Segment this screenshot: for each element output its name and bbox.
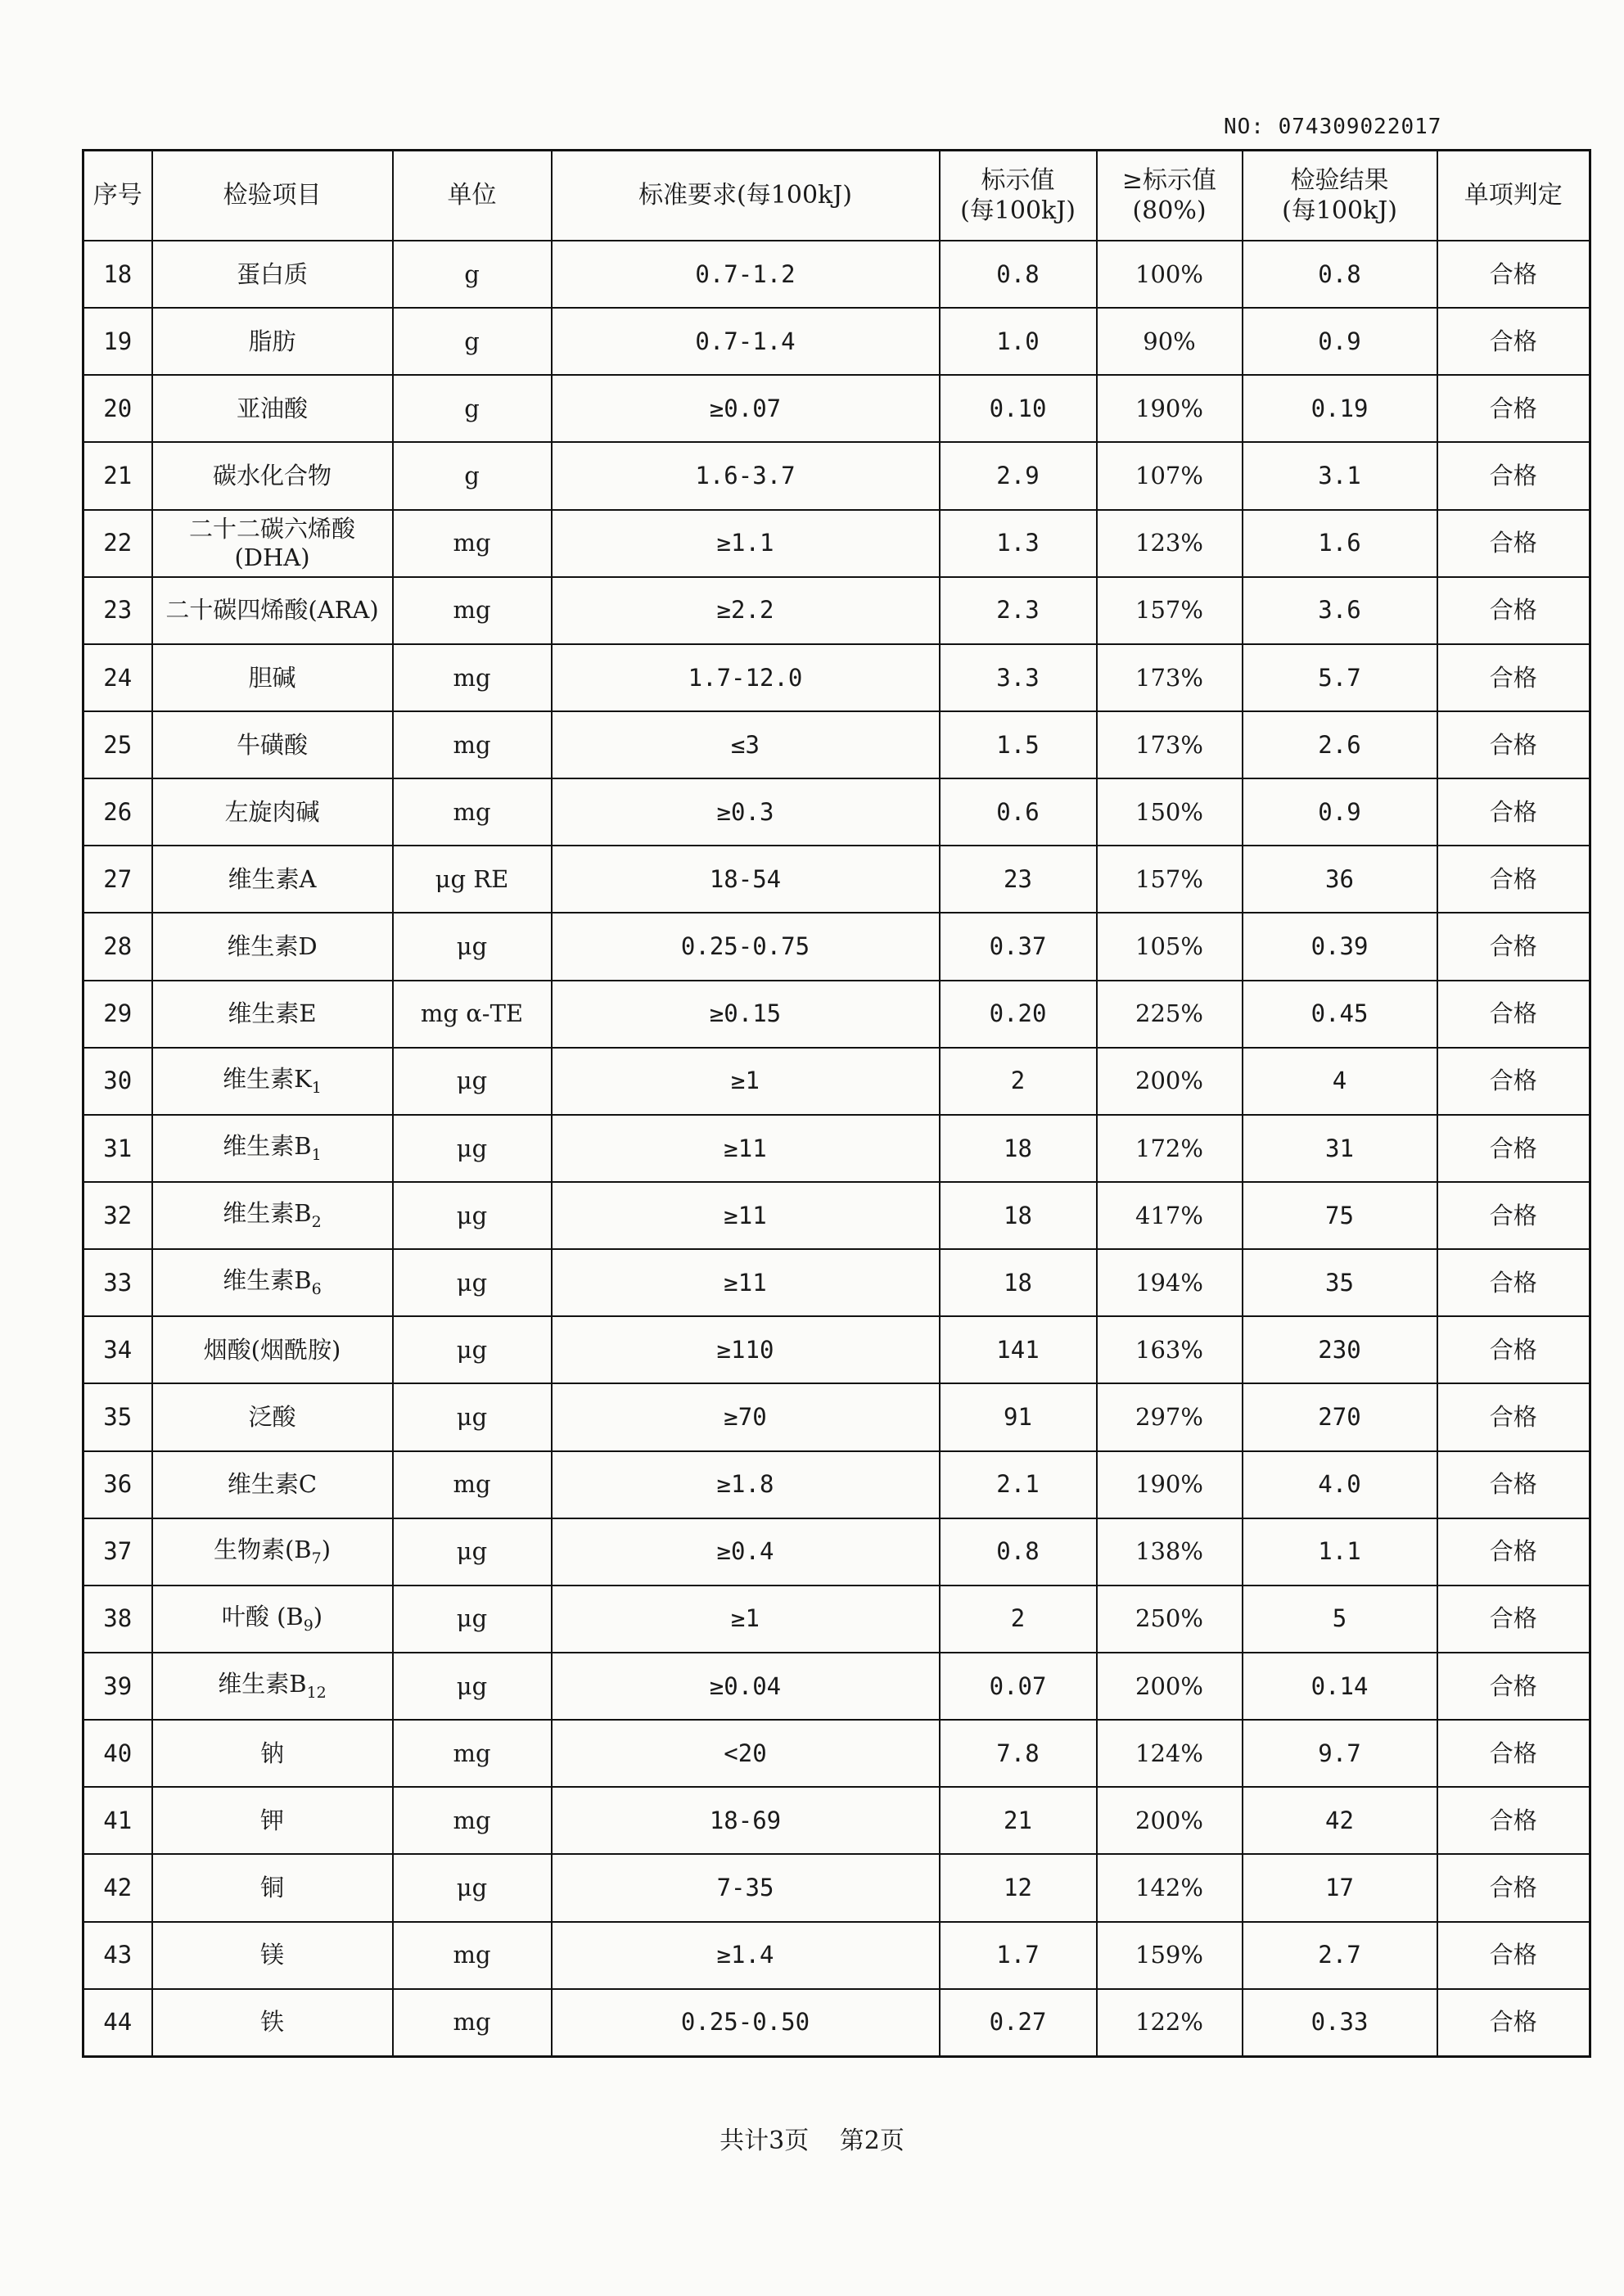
cell-result: 3.1: [1243, 442, 1437, 509]
table-row: [83, 778, 1590, 846]
cell-judgement: 合格: [1437, 644, 1590, 711]
cell-label-value: 12: [940, 1854, 1097, 1921]
table-row: [83, 913, 1590, 980]
cell-label-value: 18: [940, 1115, 1097, 1182]
cell-seq: 40: [83, 1720, 152, 1787]
cell-unit: mg: [393, 1922, 552, 1989]
table-row: [83, 308, 1590, 375]
cell-standard: ≥1: [552, 1048, 940, 1115]
cell-judgement: 合格: [1437, 1653, 1590, 1720]
table-row: [83, 1451, 1590, 1518]
cell-seq: 32: [83, 1182, 152, 1249]
cell-seq: 38: [83, 1586, 152, 1653]
cell-result: 0.45: [1243, 981, 1437, 1048]
cell-seq: 28: [83, 913, 152, 980]
cell-standard: <20: [552, 1720, 940, 1787]
cell-item: [152, 577, 393, 644]
cell-ge-label: 172%: [1097, 1115, 1243, 1182]
cell-unit: μg: [393, 1383, 552, 1450]
cell-label-value: 2.3: [940, 577, 1097, 644]
cell-seq: 25: [83, 711, 152, 778]
header-judgement: 单项判定: [1437, 151, 1590, 241]
item-name: 镁: [259, 1941, 284, 1969]
cell-unit: mg: [393, 1989, 552, 2057]
cell-judgement: 合格: [1437, 1182, 1590, 1249]
cell-ge-label: 107%: [1097, 442, 1243, 509]
item-subscript: 9: [303, 1616, 314, 1635]
cell-result: 5.7: [1243, 644, 1437, 711]
total-pages: 共计3页: [720, 2127, 810, 2155]
cell-seq: 34: [83, 1316, 152, 1383]
header-unit: 单位: [393, 151, 552, 241]
cell-judgement: 合格: [1437, 1249, 1590, 1316]
cell-result: 3.6: [1243, 577, 1437, 644]
cell-item: [152, 846, 393, 913]
cell-result: 0.39: [1243, 913, 1437, 980]
item-name: 铁: [259, 2008, 284, 2037]
cell-judgement: 合格: [1437, 577, 1590, 644]
item-name: 维生素B: [223, 1266, 312, 1295]
cell-seq: 27: [83, 846, 152, 913]
cell-label-value: 0.37: [940, 913, 1097, 980]
cell-standard: 7-35: [552, 1854, 940, 1921]
cell-item: [152, 1182, 393, 1249]
cell-unit: μg: [393, 1854, 552, 1921]
cell-judgement: 合格: [1437, 1586, 1590, 1653]
cell-label-value: 2.1: [940, 1451, 1097, 1518]
item-name: 维生素E: [228, 999, 317, 1028]
cell-standard: ≥0.4: [552, 1518, 940, 1586]
cell-standard: ≥0.07: [552, 375, 940, 442]
report-number: NO: 074309022017: [1224, 115, 1442, 139]
cell-item: [152, 1316, 393, 1383]
cell-ge-label: 90%: [1097, 308, 1243, 375]
cell-result: 5: [1243, 1586, 1437, 1653]
cell-item: [152, 1854, 393, 1921]
cell-label-value: 21: [940, 1787, 1097, 1854]
cell-ge-label: 200%: [1097, 1048, 1243, 1115]
item-name: 钾: [259, 1806, 284, 1834]
cell-ge-label: 122%: [1097, 1989, 1243, 2057]
cell-item: [152, 1720, 393, 1787]
item-suffix: ): [313, 1603, 323, 1631]
cell-standard: 0.25-0.75: [552, 913, 940, 980]
cell-result: 36: [1243, 846, 1437, 913]
item-name: 牛磺酸: [236, 730, 308, 759]
item-name: 二十二碳六烯酸: [188, 514, 355, 543]
current-page: 第2页: [839, 2127, 904, 2155]
cell-ge-label: 173%: [1097, 644, 1243, 711]
item-name: 生物素(B: [213, 1535, 312, 1563]
cell-unit: μg: [393, 1586, 552, 1653]
cell-item: [152, 375, 393, 442]
cell-seq: 22: [83, 510, 152, 577]
cell-unit: mg: [393, 778, 552, 846]
cell-item: [152, 1586, 393, 1653]
cell-standard: ≥11: [552, 1249, 940, 1316]
cell-standard: ≥0.3: [552, 778, 940, 846]
cell-judgement: 合格: [1437, 1048, 1590, 1115]
cell-item: [152, 510, 393, 577]
item-name: 碳水化合物: [212, 462, 332, 490]
item-name: 左旋肉碱: [224, 797, 320, 826]
item-name: 泛酸: [248, 1403, 296, 1432]
cell-judgement: 合格: [1437, 778, 1590, 846]
cell-item: [152, 1451, 393, 1518]
cell-ge-label: 190%: [1097, 1451, 1243, 1518]
cell-label-value: 2.9: [940, 442, 1097, 509]
cell-judgement: 合格: [1437, 981, 1590, 1048]
item-name: 钠: [259, 1739, 284, 1767]
item-name-second-line: (DHA): [234, 543, 310, 571]
cell-label-value: 2: [940, 1048, 1097, 1115]
cell-unit: μg: [393, 1249, 552, 1316]
item-name: 维生素B: [218, 1670, 307, 1698]
cell-standard: ≥11: [552, 1182, 940, 1249]
cell-standard: ≥70: [552, 1383, 940, 1450]
cell-result: 0.19: [1243, 375, 1437, 442]
page-footer: [0, 2120, 1624, 2156]
table-row: [83, 1115, 1590, 1182]
cell-unit: μg: [393, 1518, 552, 1586]
cell-item: [152, 241, 393, 308]
cell-judgement: 合格: [1437, 711, 1590, 778]
cell-label-value: 141: [940, 1316, 1097, 1383]
table-row: [83, 442, 1590, 509]
cell-standard: ≥1.4: [552, 1922, 940, 1989]
cell-item: [152, 711, 393, 778]
table-row: [83, 510, 1590, 577]
table-row: [83, 1316, 1590, 1383]
cell-judgement: 合格: [1437, 442, 1590, 509]
cell-unit: g: [393, 308, 552, 375]
cell-unit: mg: [393, 1787, 552, 1854]
header-ge-label: ≥标示值 (80%): [1097, 151, 1243, 241]
table-row: [83, 241, 1590, 308]
item-subscript: 12: [306, 1684, 327, 1703]
cell-ge-label: 159%: [1097, 1922, 1243, 1989]
cell-label-value: 0.27: [940, 1989, 1097, 2057]
cell-ge-label: 100%: [1097, 241, 1243, 308]
table-row: [83, 1048, 1590, 1115]
cell-result: 0.9: [1243, 778, 1437, 846]
cell-ge-label: 157%: [1097, 577, 1243, 644]
item-suffix: ): [321, 1535, 332, 1563]
cell-standard: ≤3: [552, 711, 940, 778]
cell-result: 0.9: [1243, 308, 1437, 375]
cell-label-value: 1.0: [940, 308, 1097, 375]
cell-item: [152, 644, 393, 711]
cell-judgement: 合格: [1437, 1383, 1590, 1450]
item-name: 二十碳四烯酸(ARA): [165, 596, 379, 625]
cell-seq: 35: [83, 1383, 152, 1450]
cell-judgement: 合格: [1437, 1787, 1590, 1854]
cell-label-value: 0.8: [940, 1518, 1097, 1586]
cell-seq: 37: [83, 1518, 152, 1586]
cell-judgement: 合格: [1437, 1720, 1590, 1787]
cell-seq: 36: [83, 1451, 152, 1518]
cell-unit: μg: [393, 1653, 552, 1720]
item-name: 维生素A: [228, 864, 317, 893]
cell-judgement: 合格: [1437, 846, 1590, 913]
cell-unit: μg: [393, 1316, 552, 1383]
item-subscript: 1: [311, 1145, 322, 1164]
cell-seq: 44: [83, 1989, 152, 2057]
cell-ge-label: 157%: [1097, 846, 1243, 913]
table-row: [83, 846, 1590, 913]
cell-seq: 43: [83, 1922, 152, 1989]
cell-standard: ≥1.1: [552, 510, 940, 577]
cell-standard: 0.25-0.50: [552, 1989, 940, 2057]
cell-unit: mg: [393, 510, 552, 577]
item-name: 铜: [259, 1874, 284, 1902]
cell-ge-label: 105%: [1097, 913, 1243, 980]
cell-ge-label: 225%: [1097, 981, 1243, 1048]
cell-ge-label: 190%: [1097, 375, 1243, 442]
cell-ge-label: 250%: [1097, 1586, 1243, 1653]
item-subscript: 7: [311, 1549, 322, 1568]
cell-result: 4: [1243, 1048, 1437, 1115]
cell-item: [152, 1787, 393, 1854]
table-row: [83, 1854, 1590, 1921]
cell-seq: 23: [83, 577, 152, 644]
cell-unit: mg: [393, 711, 552, 778]
table-row: [83, 1182, 1590, 1249]
cell-ge-label: 142%: [1097, 1854, 1243, 1921]
table-row: [83, 1922, 1590, 1989]
table-row: [83, 375, 1590, 442]
cell-item: [152, 1249, 393, 1316]
header-seq: 序号: [83, 151, 152, 241]
cell-label-value: 0.6: [940, 778, 1097, 846]
cell-label-value: 0.8: [940, 241, 1097, 308]
item-name: 维生素K: [223, 1064, 312, 1093]
cell-judgement: 合格: [1437, 510, 1590, 577]
cell-result: 270: [1243, 1383, 1437, 1450]
table-row: [83, 981, 1590, 1048]
cell-item: [152, 1518, 393, 1586]
cell-seq: 29: [83, 981, 152, 1048]
cell-item: [152, 1115, 393, 1182]
cell-seq: 39: [83, 1653, 152, 1720]
table-row: [83, 1787, 1590, 1854]
table-row: [83, 1518, 1590, 1586]
cell-item: [152, 1922, 393, 1989]
table-row: [83, 711, 1590, 778]
cell-label-value: 18: [940, 1249, 1097, 1316]
cell-item: [152, 308, 393, 375]
cell-seq: 41: [83, 1787, 152, 1854]
item-name: 维生素B: [223, 1199, 312, 1228]
cell-seq: 33: [83, 1249, 152, 1316]
cell-judgement: 合格: [1437, 1989, 1590, 2057]
cell-label-value: 3.3: [940, 644, 1097, 711]
cell-seq: 18: [83, 241, 152, 308]
item-name: 烟酸(烟酰胺): [203, 1335, 341, 1364]
cell-label-value: 1.5: [940, 711, 1097, 778]
cell-result: 230: [1243, 1316, 1437, 1383]
cell-ge-label: 194%: [1097, 1249, 1243, 1316]
cell-judgement: 合格: [1437, 1316, 1590, 1383]
cell-seq: 42: [83, 1854, 152, 1921]
cell-unit: μg: [393, 913, 552, 980]
table-row: [83, 577, 1590, 644]
cell-standard: 1.7-12.0: [552, 644, 940, 711]
item-name: 脂肪: [248, 327, 296, 355]
cell-result: 9.7: [1243, 1720, 1437, 1787]
cell-standard: ≥1: [552, 1586, 940, 1653]
cell-standard: ≥11: [552, 1115, 940, 1182]
cell-result: 1.6: [1243, 510, 1437, 577]
cell-item: [152, 981, 393, 1048]
table-row: [83, 1653, 1590, 1720]
cell-result: 42: [1243, 1787, 1437, 1854]
cell-seq: 21: [83, 442, 152, 509]
table-row: [83, 1249, 1590, 1316]
cell-unit: mg: [393, 1451, 552, 1518]
cell-label-value: 0.10: [940, 375, 1097, 442]
cell-label-value: 0.07: [940, 1653, 1097, 1720]
cell-judgement: 合格: [1437, 1451, 1590, 1518]
cell-judgement: 合格: [1437, 308, 1590, 375]
cell-seq: 24: [83, 644, 152, 711]
cell-standard: ≥1.8: [552, 1451, 940, 1518]
item-name: 维生素D: [227, 932, 318, 961]
table-header-row: [83, 151, 1590, 241]
cell-seq: 26: [83, 778, 152, 846]
table-row: [83, 1989, 1590, 2057]
table-row: [83, 1383, 1590, 1450]
item-name: 亚油酸: [236, 394, 308, 422]
cell-unit: μg: [393, 1048, 552, 1115]
cell-ge-label: 163%: [1097, 1316, 1243, 1383]
cell-seq: 30: [83, 1048, 152, 1115]
cell-item: [152, 913, 393, 980]
cell-judgement: 合格: [1437, 913, 1590, 980]
item-name: 维生素B: [223, 1132, 312, 1161]
cell-judgement: 合格: [1437, 1518, 1590, 1586]
cell-item: [152, 1653, 393, 1720]
cell-result: 4.0: [1243, 1451, 1437, 1518]
cell-seq: 19: [83, 308, 152, 375]
cell-ge-label: 200%: [1097, 1653, 1243, 1720]
cell-ge-label: 173%: [1097, 711, 1243, 778]
cell-result: 0.33: [1243, 1989, 1437, 2057]
cell-unit: mg α-TE: [393, 981, 552, 1048]
cell-judgement: 合格: [1437, 1922, 1590, 1989]
cell-result: 2.6: [1243, 711, 1437, 778]
cell-result: 0.14: [1243, 1653, 1437, 1720]
cell-unit: mg: [393, 577, 552, 644]
cell-unit: μg RE: [393, 846, 552, 913]
table-row: [83, 644, 1590, 711]
cell-standard: 0.7-1.2: [552, 241, 940, 308]
table-row: [83, 1586, 1590, 1653]
item-name: 蛋白质: [236, 259, 308, 288]
cell-standard: 18-69: [552, 1787, 940, 1854]
item-subscript: 2: [311, 1213, 322, 1232]
cell-standard: ≥0.15: [552, 981, 940, 1048]
cell-unit: g: [393, 375, 552, 442]
cell-item: [152, 1383, 393, 1450]
cell-result: 75: [1243, 1182, 1437, 1249]
header-item: 检验项目: [152, 151, 393, 241]
cell-result: 35: [1243, 1249, 1437, 1316]
cell-label-value: 7.8: [940, 1720, 1097, 1787]
cell-label-value: 1.3: [940, 510, 1097, 577]
cell-judgement: 合格: [1437, 375, 1590, 442]
cell-result: 0.8: [1243, 241, 1437, 308]
table-row: [83, 1720, 1590, 1787]
cell-judgement: 合格: [1437, 1854, 1590, 1921]
cell-standard: 18-54: [552, 846, 940, 913]
cell-label-value: 18: [940, 1182, 1097, 1249]
cell-unit: g: [393, 241, 552, 308]
cell-ge-label: 417%: [1097, 1182, 1243, 1249]
cell-unit: g: [393, 442, 552, 509]
cell-ge-label: 150%: [1097, 778, 1243, 846]
item-subscript: 1: [311, 1078, 322, 1097]
cell-item: [152, 442, 393, 509]
cell-unit: μg: [393, 1115, 552, 1182]
cell-judgement: 合格: [1437, 1115, 1590, 1182]
cell-ge-label: 123%: [1097, 510, 1243, 577]
item-subscript: 6: [311, 1280, 322, 1299]
header-label-value: 标示值 (每100kJ): [940, 151, 1097, 241]
cell-seq: 31: [83, 1115, 152, 1182]
item-name: 叶酸 (B: [221, 1603, 304, 1631]
cell-standard: ≥0.04: [552, 1653, 940, 1720]
cell-seq: 20: [83, 375, 152, 442]
cell-result: 2.7: [1243, 1922, 1437, 1989]
cell-standard: ≥110: [552, 1316, 940, 1383]
item-name: 维生素C: [227, 1470, 318, 1499]
cell-ge-label: 124%: [1097, 1720, 1243, 1787]
header-result: 检验结果 (每100kJ): [1243, 151, 1437, 241]
cell-label-value: 2: [940, 1586, 1097, 1653]
cell-ge-label: 138%: [1097, 1518, 1243, 1586]
cell-result: 1.1: [1243, 1518, 1437, 1586]
inspection-results-table: [82, 149, 1591, 2058]
item-name: 胆碱: [248, 663, 296, 692]
cell-unit: mg: [393, 1720, 552, 1787]
cell-unit: mg: [393, 644, 552, 711]
cell-ge-label: 200%: [1097, 1787, 1243, 1854]
cell-label-value: 1.7: [940, 1922, 1097, 1989]
cell-ge-label: 297%: [1097, 1383, 1243, 1450]
cell-item: [152, 778, 393, 846]
cell-judgement: 合格: [1437, 241, 1590, 308]
cell-result: 31: [1243, 1115, 1437, 1182]
cell-standard: 1.6-3.7: [552, 442, 940, 509]
cell-label-value: 91: [940, 1383, 1097, 1450]
cell-standard: ≥2.2: [552, 577, 940, 644]
cell-label-value: 23: [940, 846, 1097, 913]
cell-item: [152, 1048, 393, 1115]
cell-unit: μg: [393, 1182, 552, 1249]
header-standard: 标准要求(每100kJ): [552, 151, 940, 241]
cell-item: [152, 1989, 393, 2057]
cell-result: 17: [1243, 1854, 1437, 1921]
cell-standard: 0.7-1.4: [552, 308, 940, 375]
cell-label-value: 0.20: [940, 981, 1097, 1048]
